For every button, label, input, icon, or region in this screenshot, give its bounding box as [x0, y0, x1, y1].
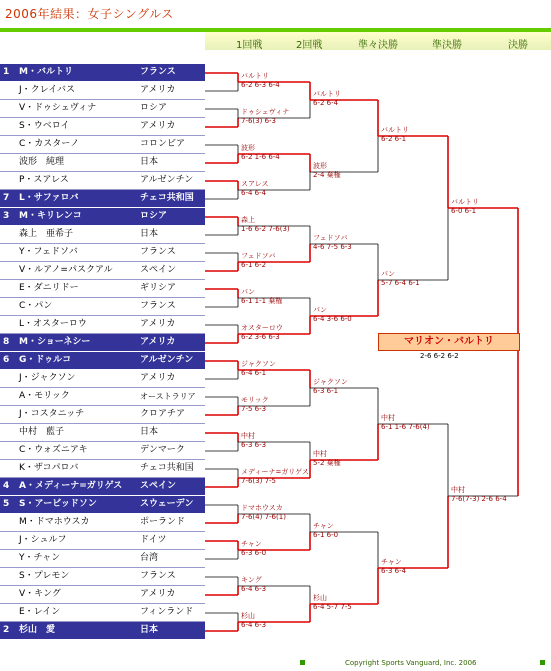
player-name: 中村 藍子 [19, 427, 65, 437]
player-name: S・アービッドソン [19, 499, 97, 509]
player-country: ドイツ [140, 535, 167, 545]
player-country: オーストラリア [140, 392, 196, 401]
match-winner: チャン [241, 540, 262, 548]
player-name: M・ショーネシー [19, 337, 91, 347]
match-score: 4-6 7-5 6-3 [313, 243, 352, 251]
player-country: フィンランド [140, 607, 194, 617]
match-score: 6-2 6-1 [381, 135, 407, 143]
match-score: 6-2 3-6 6-3 [241, 333, 280, 341]
seed-number: 7 [3, 193, 10, 203]
match-winner: スアレス [241, 180, 269, 188]
footer-square-icon [540, 660, 545, 665]
player-name: V・キング [19, 589, 61, 599]
match-winner: ジャクソン [313, 378, 348, 386]
match-winner: ジャクソン [241, 360, 276, 368]
match-winner: パン [381, 270, 395, 278]
player-country: チェコ共和国 [140, 463, 194, 473]
match-score: 6-4 6-3 [241, 585, 267, 593]
match-winner: 中村 [241, 432, 255, 440]
player-name: E・レイン [19, 607, 61, 617]
player-country: 日本 [140, 625, 159, 635]
match-winner: フェドソバ [313, 234, 348, 242]
copyright: Copyright Sports Vanguard, Inc. 2006 [345, 659, 477, 667]
player-country: スペイン [140, 265, 177, 275]
match-score: 6-0 6-1 [451, 207, 477, 215]
player-country: チェコ共和国 [140, 193, 194, 203]
match-score: 6-4 6-4 [241, 189, 267, 197]
player-country: 日本 [140, 427, 159, 437]
player-country: アメリカ [140, 319, 176, 329]
round-header-1: 1回戦 [236, 40, 263, 51]
match-winner: パン [241, 288, 255, 296]
player-name: C・ウォズニアキ [19, 445, 88, 455]
player-country: フランス [140, 247, 176, 257]
player-name: 波形 純理 [19, 157, 65, 167]
match-score: 6-3 6-3 [241, 441, 267, 449]
match-winner: キング [241, 576, 262, 584]
champion-box: マリオン・バルトリ [378, 333, 520, 351]
player-name: M・ドマホウスカ [19, 517, 90, 527]
player-name: A・モリック [19, 391, 70, 401]
player-name: G・ドゥルコ [19, 355, 72, 365]
player-country: アメリカ [140, 589, 176, 599]
match-score: 6-3 6-0 [241, 549, 267, 557]
match-score: 2-4 棄権 [313, 171, 341, 179]
match-winner: メディーナ=ガリゲス [241, 468, 309, 476]
player-country: デンマーク [140, 445, 185, 455]
seed-number: 5 [3, 499, 10, 509]
match-winner: パン [313, 306, 327, 314]
player-name: S・プレモン [19, 571, 70, 581]
match-score: 1-6 6-2 7-6(3) [241, 225, 290, 233]
seed-number: 3 [3, 211, 10, 221]
seed-number: 2 [3, 625, 10, 635]
player-name: J・コスタニッチ [19, 409, 85, 419]
match-winner: チャン [313, 522, 334, 530]
round-header-qf: 準々決勝 [358, 40, 398, 51]
seed-number: 1 [3, 67, 10, 77]
player-name: L・サファロバ [19, 193, 79, 203]
player-country: 日本 [140, 157, 159, 167]
match-score: 6-1 6-0 [313, 531, 339, 539]
match-score: 6-4 6-1 [241, 369, 267, 377]
player-country: アメリカ [140, 337, 176, 347]
player-name: V・ルアノ=パスクアル [19, 265, 113, 275]
match-score: 7-6(3) 7-5 [241, 477, 277, 485]
match-winner: 森上 [241, 216, 255, 224]
player-country: スウェーデン [140, 499, 194, 509]
match-score: 5-7 6-4 6-1 [381, 279, 420, 287]
match-score: 6-2 6-3 6-4 [241, 81, 280, 89]
player-country: ポーランド [140, 517, 186, 527]
final-score: 2-6 6-2 6-2 [420, 352, 459, 360]
player-country: ロシア [140, 211, 168, 221]
player-country: アルゼンチン [140, 175, 194, 185]
match-score: 6-4 6-3 [241, 621, 267, 629]
match-score: 5-2 棄権 [313, 459, 341, 467]
player-name: M・バルトリ [19, 67, 73, 77]
match-score: 7-5 6-3 [241, 405, 267, 413]
round-header-final: 決勝 [508, 40, 528, 51]
match-winner: 中村 [313, 450, 327, 458]
match-score: 6-3 6-1 [313, 387, 339, 395]
match-winner: フェドソバ [241, 252, 276, 260]
match-score: 6-3 6-4 [381, 567, 407, 575]
match-winner: オスターロウ [241, 324, 283, 332]
player-name: J・クレイバス [19, 85, 76, 95]
match-score: 7-6(4) 7-6(1) [241, 513, 286, 521]
player-name: J・ジャクソン [19, 373, 76, 383]
footer-square-icon [300, 660, 305, 665]
match-score: 6-2 6-4 [313, 99, 339, 107]
player-name: K・ザコパロバ [19, 463, 79, 473]
round-header-sf: 準決勝 [432, 40, 462, 51]
match-winner: チャン [381, 558, 402, 566]
match-winner: 波形 [241, 144, 255, 152]
player-country: ギリシア [140, 283, 177, 293]
match-winner: ドマホウスカ [241, 504, 283, 512]
match-score: 6-2 1-6 6-4 [241, 153, 280, 161]
player-name: C・パン [19, 301, 53, 311]
match-winner: バルトリ [241, 72, 269, 80]
player-country: 日本 [140, 229, 159, 239]
seed-number: 6 [3, 355, 10, 365]
match-winner: 杉山 [241, 612, 255, 620]
match-winner: モリック [241, 396, 269, 404]
match-winner: 波形 [313, 162, 327, 170]
match-winner: 中村 [381, 414, 395, 422]
player-name: Y・フェドソバ [19, 247, 78, 257]
seed-number: 8 [3, 337, 10, 347]
seed-number: 4 [3, 481, 10, 491]
player-name: V・ドゥシェヴィナ [19, 103, 97, 113]
player-country: アメリカ [140, 121, 176, 131]
match-score: 6-1 6-2 [241, 261, 267, 269]
player-name: S・ウベロイ [19, 121, 70, 131]
player-country: コロンビア [140, 139, 186, 149]
match-score: 6-1 1-1 棄権 [241, 297, 283, 305]
match-winner: 中村 [451, 486, 465, 494]
player-name: C・カスターノ [19, 139, 80, 149]
match-winner: 杉山 [313, 594, 327, 602]
match-score: 7-6(3) 6-3 [241, 117, 277, 125]
player-country: スペイン [140, 481, 177, 491]
player-country: 台湾 [140, 553, 159, 563]
round-header-2: 2回戦 [296, 40, 323, 51]
match-score: 6-4 5-7 7-5 [313, 603, 352, 611]
player-country: クロアチア [140, 409, 186, 419]
player-name: L・オスターロウ [19, 319, 87, 329]
player-country: アメリカ [140, 373, 176, 383]
player-country: アメリカ [140, 85, 176, 95]
player-name: 杉山 愛 [19, 625, 56, 635]
player-country: ロシア [140, 103, 168, 113]
player-name: M・キリレンコ [19, 211, 82, 221]
player-name: E・ダニリドー [19, 283, 79, 293]
page-title: 2006年結果：女子シングルス [5, 7, 174, 21]
player-name: P・スアレス [19, 175, 69, 185]
player-name: Y・チャン [19, 553, 61, 563]
player-name: A・メディーナ=ガリゲス [19, 481, 123, 491]
player-name: J・シュルフ [19, 535, 67, 545]
player-country: アルゼンチン [140, 355, 194, 365]
match-winner: バルトリ [381, 126, 409, 134]
match-winner: バルトリ [313, 90, 341, 98]
match-winner: バルトリ [451, 198, 479, 206]
match-score: 7-6(7-3) 2-6 6-4 [451, 495, 507, 503]
match-score: 6-4 3-6 6-0 [313, 315, 352, 323]
player-country: フランス [140, 67, 176, 77]
match-winner: ドゥシェヴィナ [241, 108, 290, 116]
player-country: フランス [140, 571, 176, 581]
player-name: 森上 亜希子 [19, 229, 74, 239]
player-country: フランス [140, 301, 176, 311]
match-score: 6-1 1-6 7-6(4) [381, 423, 430, 431]
